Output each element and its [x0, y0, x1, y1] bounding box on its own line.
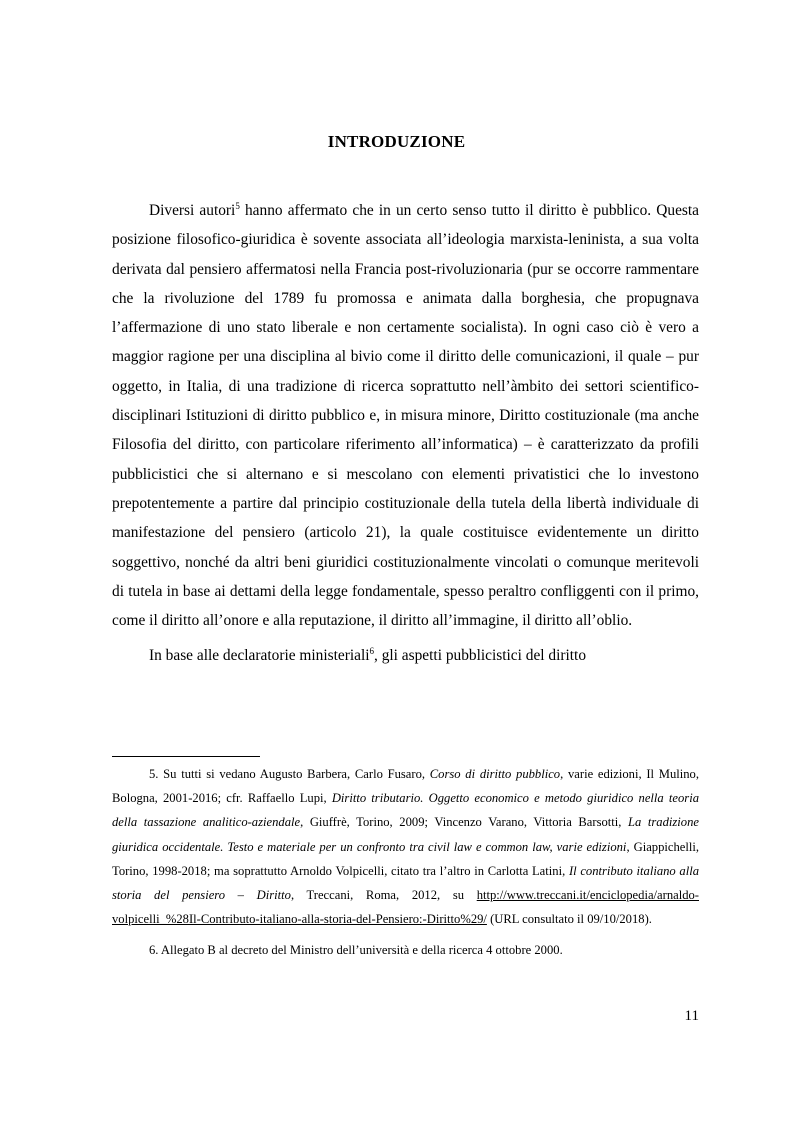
page-title: INTRODUZIONE: [327, 132, 466, 151]
paragraph-1: [112, 196, 699, 635]
footnote-5-title-1: Corso di diritto pubblico: [429, 767, 561, 781]
footnote-ref-6[interactable]: 6: [369, 646, 374, 657]
footnote-5-text-6: (URL consultato il 09/10/2018).: [486, 912, 652, 927]
footnote-5-text-5: , Treccani, Roma, 2012, su: [290, 888, 477, 903]
footnote-separator: [112, 756, 260, 757]
body-text: [112, 196, 699, 671]
paragraph-1-rest: hanno affermato che in un certo senso tutto il diritto è pubblico. Questa posizione filosofico-giuridica è sovente associata all’ideologia marxista-leninista, a sua volta derivata dal pensiero affermatosi nella Francia post-rivoluzionaria (pur se occorre rammentare che la rivoluzione del 1789 fu promossa e animata dalla borghesia, che propugnava l’affermazione di uno stato liberale e non certamente socialista). In ogni caso ciò è vero a maggior ragione per una disciplina al bivio come il diritto delle comunicazioni, il quale – pur oggetto, in Italia, di una tradizione di ricerca soprattutto nell’àmbito dei settori scientifico-disciplinari Istituzioni di diritto pubblico e, in misura minore, Diritto costituzionale (ma anche Filosofia del diritto, con particolare riferimento all’informatica) – è caratterizzato da profili pubblicistici che si alternano e si mescolano con elementi privatistici che lo investono prepotentemente a partire dal principio costituzionale della tutela della libertà individuale di manifestazione del pensiero (articolo 21), la quale costituisce evidentemente un diritto soggettivo, nonché da altri beni giuridici costituzionalmente vincolati o comunque meritevoli di tutela in base ai dettami della legge fondamentale, spesso peraltro confliggenti con il primo, come il diritto all’onore e alla reputazione, il diritto all’immagine, il diritto all’oblio.: [112, 202, 699, 630]
footnote-5-text-1: 5. Su tutti si vedano Augusto Barbera, Carlo Fusaro,: [149, 767, 430, 781]
paragraph-1-start: Diversi autori: [149, 202, 236, 219]
paragraph-2-rest: , gli aspetti pubblicistici del diritto: [374, 647, 587, 665]
footnote-5-text-2: , varie edizioni, Il Mulino, Bologna, 2001-2016; cfr. Raffaello Lupi,: [112, 767, 699, 806]
footnote-5-title-2: Diritto tributario. Oggetto economico e metodo giuridico nella teoria della tassazione analitico-aziendale: [112, 791, 699, 830]
footnote-5-link[interactable]: http://www.treccani.it/enciclopedia/arnaldo-volpicelli_%28Il-Contributo-italiano-alla-storia-del-Pensiero:-Diritto%29/: [112, 888, 699, 927]
footnote-5-text-3: , Giuffrè, Torino, 2009; Vincenzo Varano, Vittoria Barsotti,: [300, 815, 629, 830]
footnote-5-title-4: Il contributo italiano alla storia del pensiero – Diritto: [112, 863, 700, 903]
page-number: 11: [684, 1008, 699, 1024]
footnote-6: 6. Allegato B al decreto del Ministro dell’università e della ricerca 4 ottobre 2000.: [149, 943, 563, 958]
footnotes: [112, 762, 699, 963]
footnote-ref-5[interactable]: 5: [235, 200, 240, 211]
footnote-5: [112, 762, 699, 931]
footnote-5-title-3: La tradizione giuridica occidentale. Testo e materiale per un confronto tra civil law e common law, varie edizioni: [112, 815, 699, 854]
paragraph-2-start: In base alle declaratorie ministeriali: [149, 647, 370, 665]
paragraph-2: [112, 641, 699, 670]
footnote-5-text-4: , Giappichelli, Torino, 1998-2018; ma soprattutto Arnoldo Volpicelli, citato tra l’altro in Carlotta Latini,: [112, 839, 699, 878]
